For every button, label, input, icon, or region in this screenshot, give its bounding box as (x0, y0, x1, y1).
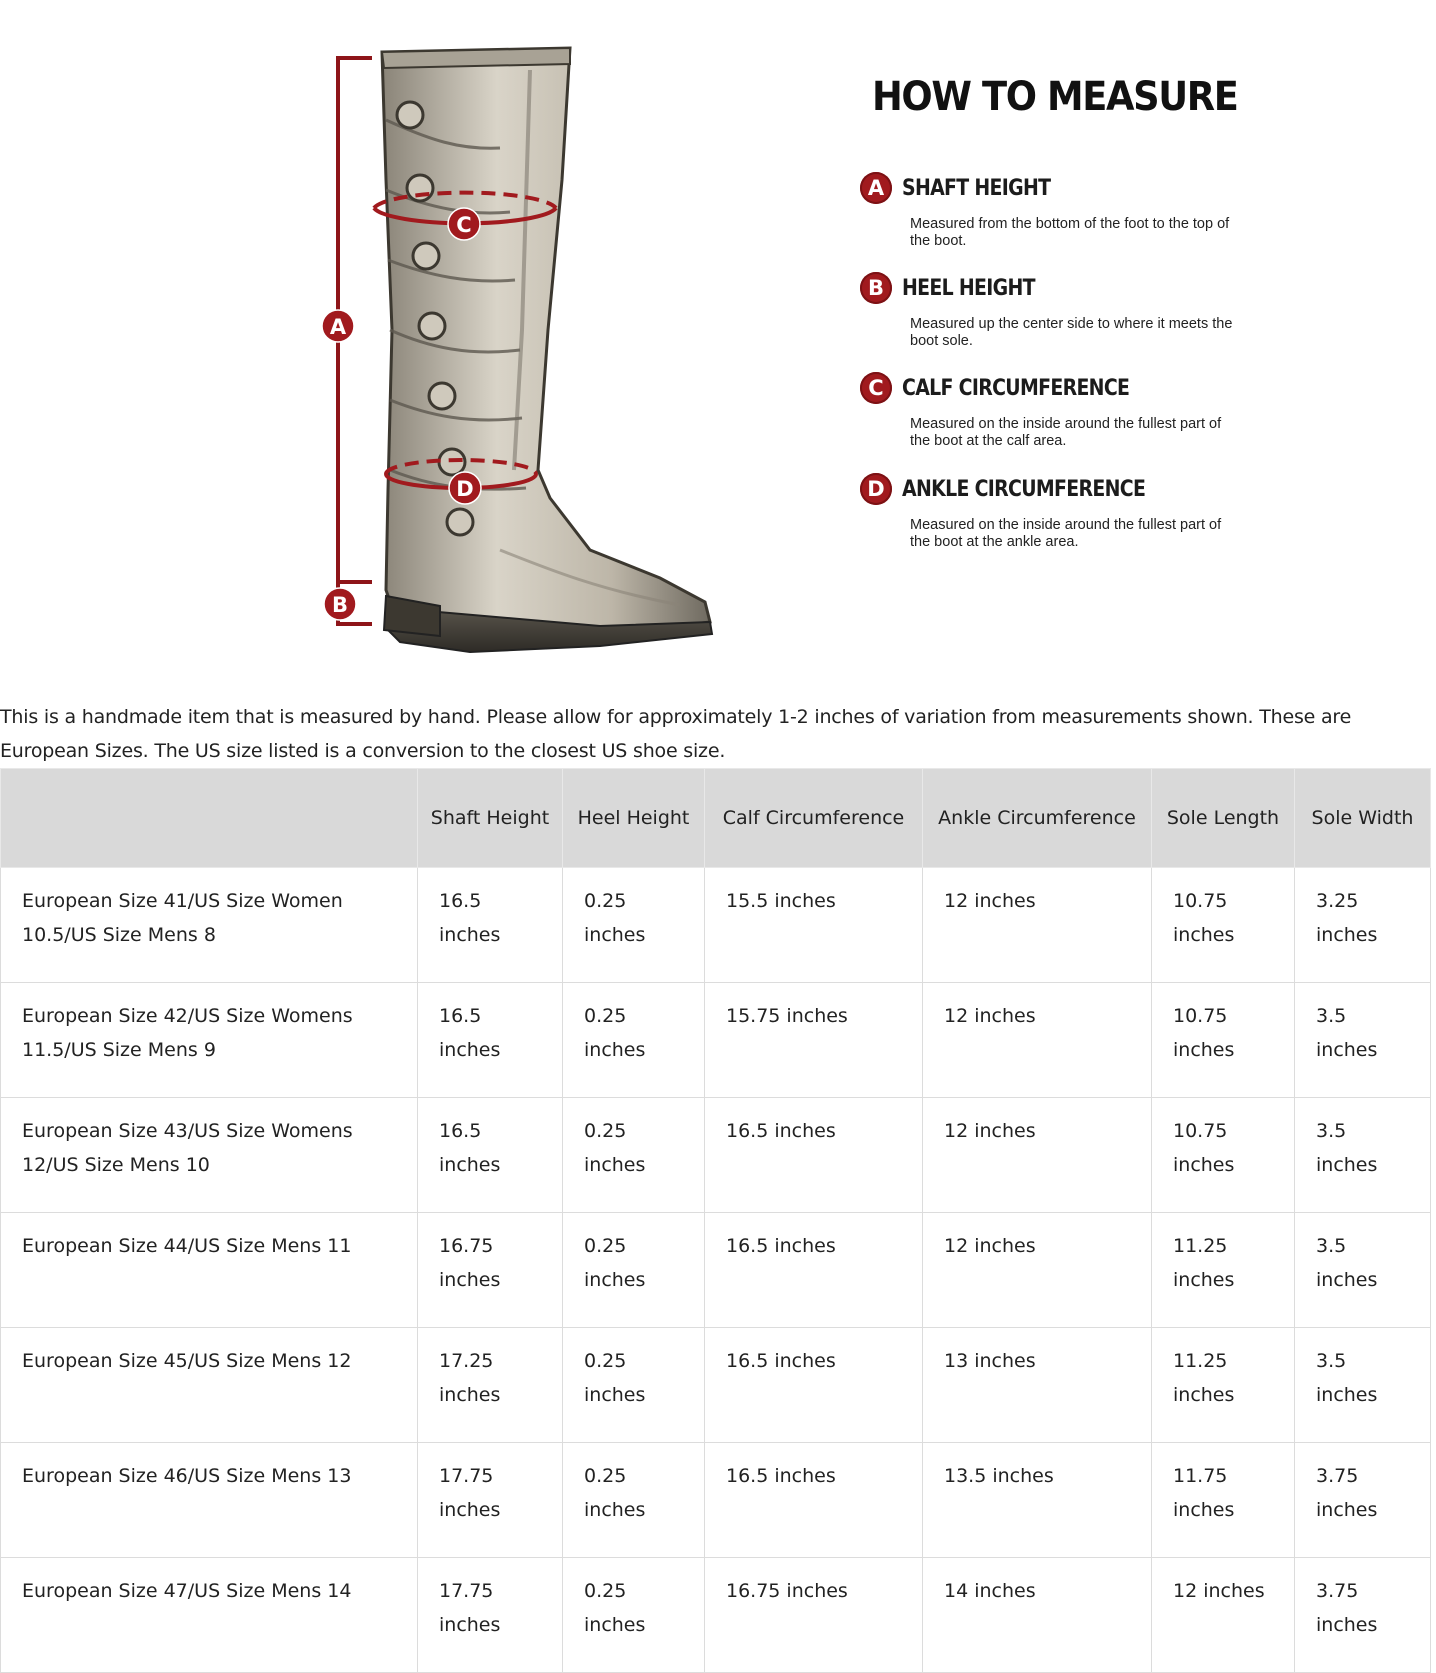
header-sole-length: Sole Length (1152, 769, 1295, 868)
cell-heel-height: 0.25 inches (563, 1328, 705, 1443)
cell-heel-height: 0.25 inches (563, 1098, 705, 1213)
cell-shaft-height: 17.25 inches (418, 1328, 563, 1443)
cell-sole-length: 10.75 inches (1152, 983, 1295, 1098)
cell-calf-circumference: 16.5 inches (705, 1443, 923, 1558)
cell-sole-width: 3.5 inches (1295, 1213, 1431, 1328)
svg-text:D: D (456, 477, 474, 501)
measure-item-title: HEEL HEIGHT (902, 275, 1035, 301)
cell-sole-width: 3.75 inches (1295, 1558, 1431, 1673)
cell-sole-length: 10.75 inches (1152, 868, 1295, 983)
header-shaft-height: Shaft Height (418, 769, 563, 868)
cell-sole-length: 10.75 inches (1152, 1098, 1295, 1213)
cell-sole-width: 3.5 inches (1295, 983, 1431, 1098)
cell-ankle-circumference: 12 inches (923, 868, 1152, 983)
boot-illustration (300, 30, 740, 670)
cell-ankle-circumference: 12 inches (923, 983, 1152, 1098)
cell-calf-circumference: 15.5 inches (705, 868, 923, 983)
cell-size: European Size 43/US Size Womens 12/US Size Mens 10 (1, 1098, 418, 1213)
cell-calf-circumference: 15.75 inches (705, 983, 923, 1098)
cell-size: European Size 46/US Size Mens 13 (1, 1443, 418, 1558)
how-to-measure-panel (860, 0, 1420, 690)
cell-sole-length: 12 inches (1152, 1558, 1295, 1673)
measure-item-desc: Measured on the inside around the fullest part of the boot at the calf area. (910, 416, 1222, 449)
cell-shaft-height: 17.75 inches (418, 1443, 563, 1558)
table-row (1, 983, 1431, 1098)
measure-item-shaft-height (860, 170, 1400, 250)
measure-item-heel-height (860, 270, 1400, 350)
size-note: This is a handmade item that is measured by hand. Please allow for approximately 1-2 inches of variation from measurements shown. These are European Sizes. The US size listed is a conversion to the closest US shoe size. (0, 706, 1352, 762)
cell-calf-circumference: 16.5 inches (705, 1213, 923, 1328)
cell-heel-height: 0.25 inches (563, 1443, 705, 1558)
measure-item-desc: Measured from the bottom of the foot to the top of the boot. (910, 216, 1230, 249)
cell-ankle-circumference: 13.5 inches (923, 1443, 1152, 1558)
cell-shaft-height: 17.75 inches (418, 1558, 563, 1673)
measure-item-ankle-circumference (860, 471, 1400, 551)
badge-a-icon: A (860, 172, 892, 204)
header-ankle-circumference: Ankle Circumference (923, 769, 1152, 868)
cell-ankle-circumference: 13 inches (923, 1328, 1152, 1443)
boot-rim (382, 48, 570, 68)
measure-item-desc: Measured up the center side to where it meets the boot sole. (910, 316, 1233, 349)
measure-item-title: CALF CIRCUMFERENCE (902, 375, 1130, 401)
cell-sole-length: 11.25 inches (1152, 1213, 1295, 1328)
table-header-row (1, 769, 1431, 868)
cell-sole-width: 3.5 inches (1295, 1098, 1431, 1213)
cell-calf-circumference: 16.75 inches (705, 1558, 923, 1673)
cell-shaft-height: 16.5 inches (418, 868, 563, 983)
cell-ankle-circumference: 12 inches (923, 1098, 1152, 1213)
how-to-measure-title: HOW TO MEASURE (872, 74, 1238, 120)
cell-shaft-height: 16.75 inches (418, 1213, 563, 1328)
cell-size: European Size 44/US Size Mens 11 (1, 1213, 418, 1328)
cell-sole-width: 3.25 inches (1295, 868, 1431, 983)
table-row (1, 1328, 1431, 1443)
measure-item-desc: Measured on the inside around the fullest part of the boot at the ankle area. (910, 517, 1222, 550)
measure-item-calf-circumference (860, 370, 1400, 450)
header-heel-height: Heel Height (563, 769, 705, 868)
svg-text:B: B (331, 593, 349, 617)
cell-size: European Size 47/US Size Mens 14 (1, 1558, 418, 1673)
badge-c-icon: C (860, 372, 892, 404)
cell-shaft-height: 16.5 inches (418, 1098, 563, 1213)
header-size (1, 769, 418, 868)
cell-calf-circumference: 16.5 inches (705, 1328, 923, 1443)
svg-text:C: C (456, 213, 472, 237)
table-row (1, 1443, 1431, 1558)
table-row (1, 868, 1431, 983)
cell-heel-height: 0.25 inches (563, 983, 705, 1098)
header-calf-circumference: Calf Circumference (705, 769, 923, 868)
svg-text:A: A (329, 315, 347, 339)
table-row (1, 1098, 1431, 1213)
cell-ankle-circumference: 14 inches (923, 1558, 1152, 1673)
cell-sole-length: 11.25 inches (1152, 1328, 1295, 1443)
cell-sole-length: 11.75 inches (1152, 1443, 1295, 1558)
cell-size: European Size 41/US Size Women 10.5/US Size Mens 8 (1, 868, 418, 983)
cell-size: European Size 42/US Size Womens 11.5/US Size Mens 9 (1, 983, 418, 1098)
badge-d-icon: D (860, 473, 892, 505)
cell-sole-width: 3.5 inches (1295, 1328, 1431, 1443)
cell-ankle-circumference: 12 inches (923, 1213, 1152, 1328)
cell-calf-circumference: 16.5 inches (705, 1098, 923, 1213)
measure-item-title: SHAFT HEIGHT (902, 175, 1051, 201)
table-row (1, 1558, 1431, 1673)
cell-sole-width: 3.75 inches (1295, 1443, 1431, 1558)
cell-shaft-height: 16.5 inches (418, 983, 563, 1098)
cell-size: European Size 45/US Size Mens 12 (1, 1328, 418, 1443)
header-sole-width: Sole Width (1295, 769, 1431, 868)
cell-heel-height: 0.25 inches (563, 868, 705, 983)
badge-b-icon: B (860, 272, 892, 304)
cell-heel-height: 0.25 inches (563, 1558, 705, 1673)
table-row (1, 1213, 1431, 1328)
cell-heel-height: 0.25 inches (563, 1213, 705, 1328)
label-b-marker (324, 588, 356, 620)
measurement-figure (0, 0, 1436, 690)
size-chart-table (0, 768, 1431, 1673)
label-a-marker (322, 310, 354, 342)
measure-item-title: ANKLE CIRCUMFERENCE (902, 476, 1146, 502)
